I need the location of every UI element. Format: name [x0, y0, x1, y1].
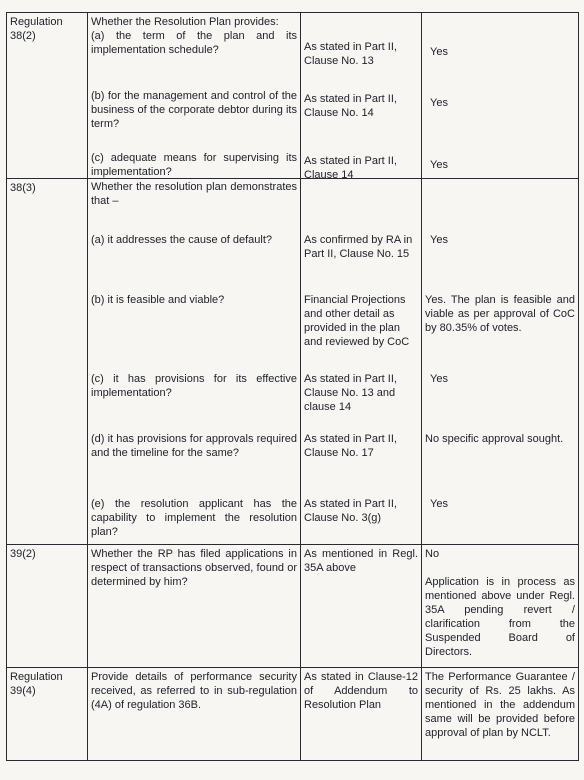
compliance-item: Yes [430, 46, 448, 58]
requirement-cell [88, 545, 301, 668]
compliance-item: The Performance Guarantee / security of Rs. 25 lakhs. As mentioned in the addendum same will be provided before approval of plan by NCLT. [425, 671, 575, 739]
requirement-item: (a) the term of the plan and its implementation schedule? [91, 30, 297, 56]
regulation-label: 38(3) [10, 182, 36, 194]
regulation-cell [7, 179, 88, 545]
compliance-table [6, 12, 579, 761]
reference-cell [301, 668, 422, 761]
regulation-cell [7, 545, 88, 668]
requirement-item: (e) the resolution applicant has the capability to implement the resolution plan? [91, 498, 297, 538]
table-row [7, 13, 579, 179]
reference-cell [301, 179, 422, 545]
compliance-item: Yes [430, 159, 448, 171]
requirement-item: (b) it is feasible and viable? [91, 294, 225, 306]
reference-item: As stated in Part II, Clause No. 17 [304, 433, 397, 459]
compliance-item: Yes [430, 97, 448, 109]
requirement-cell [88, 668, 301, 761]
requirement-item: (d) it has provisions for approvals required and the timeline for the same? [91, 433, 297, 459]
regulation-label: Regulation 38(2) [10, 16, 63, 42]
reference-item: As stated in Part II, Clause 14 [304, 155, 397, 181]
requirement-item: Provide details of performance security received, as referred to in sub-regulation (4A) of regulation 36B. [91, 671, 297, 711]
compliance-item: No specific approval sought. [425, 433, 564, 445]
requirement-heading: Whether the resolution plan demonstrates that – [91, 181, 297, 207]
reference-item: As stated in Part II, Clause No. 14 [304, 93, 397, 119]
compliance-item: Yes [430, 234, 448, 246]
compliance-cell [422, 545, 579, 668]
compliance-cell [422, 13, 579, 179]
compliance-item: Yes [430, 373, 448, 385]
requirement-item: (b) for the management and control of the business of the corporate debtor during its term? [91, 90, 297, 130]
regulation-cell [7, 13, 88, 179]
reference-cell [301, 545, 422, 668]
compliance-cell [422, 179, 579, 545]
compliance-note: Application is in process as mentioned above under Regl. 35A pending revert / clarification from the Suspended Board of Directors. [425, 576, 575, 658]
requirement-cell [88, 13, 301, 179]
requirement-item: (c) adequate means for supervising its implementation? [91, 152, 297, 178]
compliance-item: Yes. The plan is feasible and viable as per approval of CoC by 80.35% of votes. [425, 294, 575, 334]
reference-item: As mentioned in Regl. 35A above [304, 548, 418, 574]
compliance-cell [422, 668, 579, 761]
requirement-item: (a) it addresses the cause of default? [91, 234, 272, 246]
reference-item: As stated in Part II, Clause No. 3(g) [304, 498, 397, 524]
regulation-label: Regulation 39(4) [10, 671, 63, 697]
table-row [7, 668, 579, 761]
table-row [7, 179, 579, 545]
reference-item: As confirmed by RA in Part II, Clause No. 15 [304, 234, 413, 260]
requirement-cell [88, 179, 301, 545]
requirement-item: (c) it has provisions for its effective implementation? [91, 373, 297, 399]
reference-item: As stated in Part II, Clause No. 13 and clause 14 [304, 373, 397, 413]
table-row [7, 545, 579, 668]
reference-cell [301, 13, 422, 179]
reference-item: As stated in Clause-12 of Addendum to Resolution Plan [304, 671, 418, 711]
requirement-heading: Whether the Resolution Plan provides: [91, 16, 279, 28]
reference-item: Financial Projections and other detail as provided in the plan and reviewed by CoC [304, 294, 410, 348]
requirement-item: Whether the RP has filed applications in respect of transactions observed, found or determined by him? [91, 548, 297, 588]
regulation-label: 39(2) [10, 548, 36, 560]
regulation-cell [7, 668, 88, 761]
compliance-item: Yes [430, 498, 448, 510]
compliance-answer: No [425, 548, 440, 560]
reference-item: As stated in Part II, Clause No. 13 [304, 41, 397, 67]
